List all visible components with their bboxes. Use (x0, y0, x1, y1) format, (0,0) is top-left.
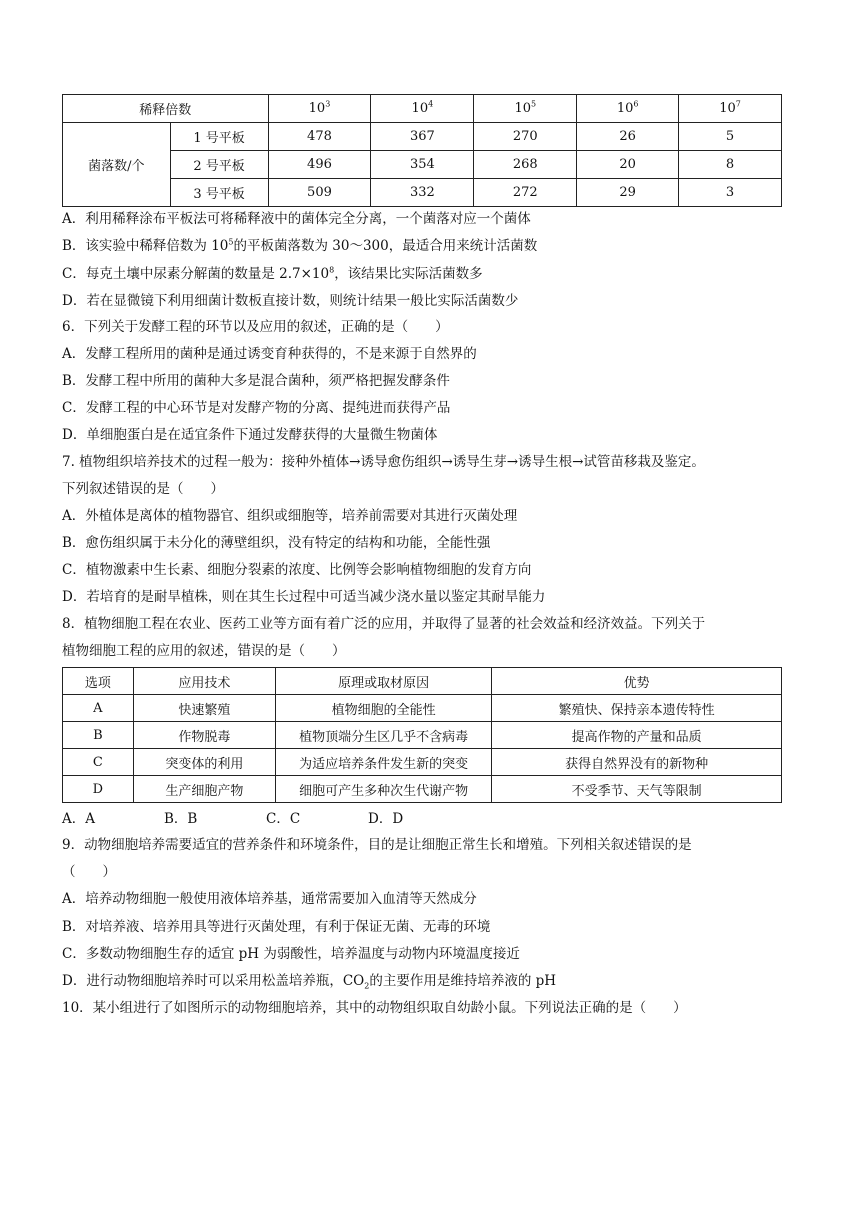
q6-option-b: B．发酵工程中所用的菌种大多是混合菌种，须严格把握发酵条件 (62, 373, 450, 389)
table-cell: 496 (268, 151, 371, 179)
table-cell: B (63, 722, 134, 749)
q7-option-a: A．外植体是离体的植物器官、组织或细胞等，培养前需要对其进行灭菌处理 (62, 508, 518, 524)
table-cell: 植物顶端分生区几乎不含病毒 (276, 722, 492, 749)
dilution-col: $10^3$ (268, 95, 371, 123)
table-row (63, 123, 782, 151)
q8-option-c: C．C (266, 811, 301, 827)
q7-option-d: D．若培育的是耐旱植株，则在其生长过程中可适当减少浇水量以鉴定其耐旱能力 (62, 589, 546, 605)
q7-stem-continued: 下列叙述错误的是（ ） (62, 481, 224, 497)
q6-option-d: D．单细胞蛋白是在适宜条件下通过发酵获得的大量微生物菌体 (62, 427, 438, 443)
table-row (63, 722, 782, 749)
q8-options (62, 810, 403, 828)
q10-stem: 10．某小组进行了如图所示的动物细胞培养，其中的动物组织取自幼龄小鼠。下列说法正确的是（ ） (62, 1000, 687, 1016)
plate-label: 1 号平板 (170, 123, 268, 151)
table-cell: 不受季节、天气等限制 (492, 776, 782, 803)
table-cell: 3 (679, 179, 782, 207)
q7-option-b: B．愈伤组织属于未分化的薄壁组织，没有特定的结构和功能，全能性强 (62, 535, 491, 551)
table-row (63, 749, 782, 776)
table-cell: 367 (371, 123, 474, 151)
table-row (63, 695, 782, 722)
q9-option-b: B．对培养液、培养用具等进行灭菌处理，有利于保证无菌、无毒的环境 (62, 919, 491, 935)
table-cell: 突变体的利用 (133, 749, 275, 776)
table-cell: 快速繁殖 (133, 695, 275, 722)
q9-stem: 9．动物细胞培养需要适宜的营养条件和环境条件，目的是让细胞正常生长和增殖。下列相关叙述错误的是 (62, 837, 692, 853)
table-cell: 332 (371, 179, 474, 207)
q6-option-a: A．发酵工程所用的菌种是通过诱变育种获得的，不是来源于自然界的 (62, 346, 477, 362)
column-header: 原理或取材原因 (276, 668, 492, 695)
table-cell: C (63, 749, 134, 776)
table-row (63, 776, 782, 803)
plate-label: 3 号平板 (170, 179, 268, 207)
dilution-header: 稀释倍数 (63, 95, 269, 123)
table-cell: 繁殖快、保持亲本遗传特性 (492, 695, 782, 722)
q8-option-d: D．D (368, 811, 404, 827)
table-cell: 植物细胞的全能性 (276, 695, 492, 722)
cell-engineering-table (62, 667, 782, 803)
q9-option-a: A．培养动物细胞一般使用液体培养基，通常需要加入血清等天然成分 (62, 891, 477, 907)
table-cell: 8 (679, 151, 782, 179)
table-cell: 为适应培养条件发生新的突变 (276, 749, 492, 776)
table-cell: 509 (268, 179, 371, 207)
dilution-col: $10^4$ (371, 95, 474, 123)
table-cell: 26 (577, 123, 679, 151)
dilution-col: $10^7$ (679, 95, 782, 123)
colony-count-table (62, 94, 782, 207)
q6-stem: 6．下列关于发酵工程的环节以及应用的叙述，正确的是（ ） (62, 319, 449, 335)
table-cell: A (63, 695, 134, 722)
dilution-col: $10^5$ (474, 95, 577, 123)
colony-count-label: 菌落数/个 (63, 123, 171, 207)
column-header: 优势 (492, 668, 782, 695)
column-header: 应用技术 (133, 668, 275, 695)
q9-stem-continued: （ ） (62, 864, 116, 880)
table-cell: 478 (268, 123, 371, 151)
q7-stem: 7. 植物组织培养技术的过程一般为：接种外植体→诱导愈伤组织→诱导生芽→诱导生根→试管苗移栽及鉴定。 (62, 454, 705, 470)
q5-option-d: D．若在显微镜下利用细菌计数板直接计数，则统计结果一般比实际活菌数少 (62, 293, 519, 309)
q5-option-a: A．利用稀释涂布平板法可将稀释液中的菌体完全分离，一个菌落对应一个菌体 (62, 211, 531, 227)
q5-option-b: B．该实验中稀释倍数为 $10^5$的平板菌落数为 30～300，最适合用来统计活菌数 (62, 237, 538, 254)
table-cell: 354 (371, 151, 474, 179)
table-cell: 细胞可产生多种次生代谢产物 (276, 776, 492, 803)
dilution-col: $10^6$ (577, 95, 679, 123)
q8-option-a: A．A (62, 811, 95, 827)
table-cell: 提高作物的产量和品质 (492, 722, 782, 749)
plate-label: 2 号平板 (170, 151, 268, 179)
table-row (63, 179, 782, 207)
table-cell: 29 (577, 179, 679, 207)
q5-option-c: C．每克土壤中尿素分解菌的数量是 $2.7\times 10^8$，该结果比实际活菌数多 (62, 265, 483, 282)
q8-stem-continued: 植物细胞工程的应用的叙述，错误的是（ ） (62, 643, 346, 659)
q8-option-b: B．B (164, 811, 198, 827)
table-cell: 获得自然界没有的新物种 (492, 749, 782, 776)
table-header-row (63, 95, 782, 123)
table-cell: 272 (474, 179, 577, 207)
table-row (63, 151, 782, 179)
q9-option-d: D．进行动物细胞培养时可以采用松盖培养瓶，$CO_2$的主要作用是维持培养液的 pH (62, 973, 557, 991)
table-cell: 268 (474, 151, 577, 179)
table-cell: 生产细胞产物 (133, 776, 275, 803)
table-cell: 作物脱毒 (133, 722, 275, 749)
table-cell: 5 (679, 123, 782, 151)
table-cell: 20 (577, 151, 679, 179)
table-cell: D (63, 776, 134, 803)
q6-option-c: C．发酵工程的中心环节是对发酵产物的分离、提纯进而获得产品 (62, 400, 451, 416)
table-cell: 270 (474, 123, 577, 151)
q7-option-c: C．植物激素中生长素、细胞分裂素的浓度、比例等会影响植物细胞的发育方向 (62, 562, 532, 578)
table-header-row (63, 668, 782, 695)
q9-option-c: C．多数动物细胞生存的适宜 pH 为弱酸性，培养温度与动物内环境温度接近 (62, 946, 520, 962)
column-header: 选项 (63, 668, 134, 695)
q8-stem: 8．植物细胞工程在农业、医药工业等方面有着广泛的应用，并取得了显著的社会效益和经济效益。下列关于 (62, 616, 706, 632)
